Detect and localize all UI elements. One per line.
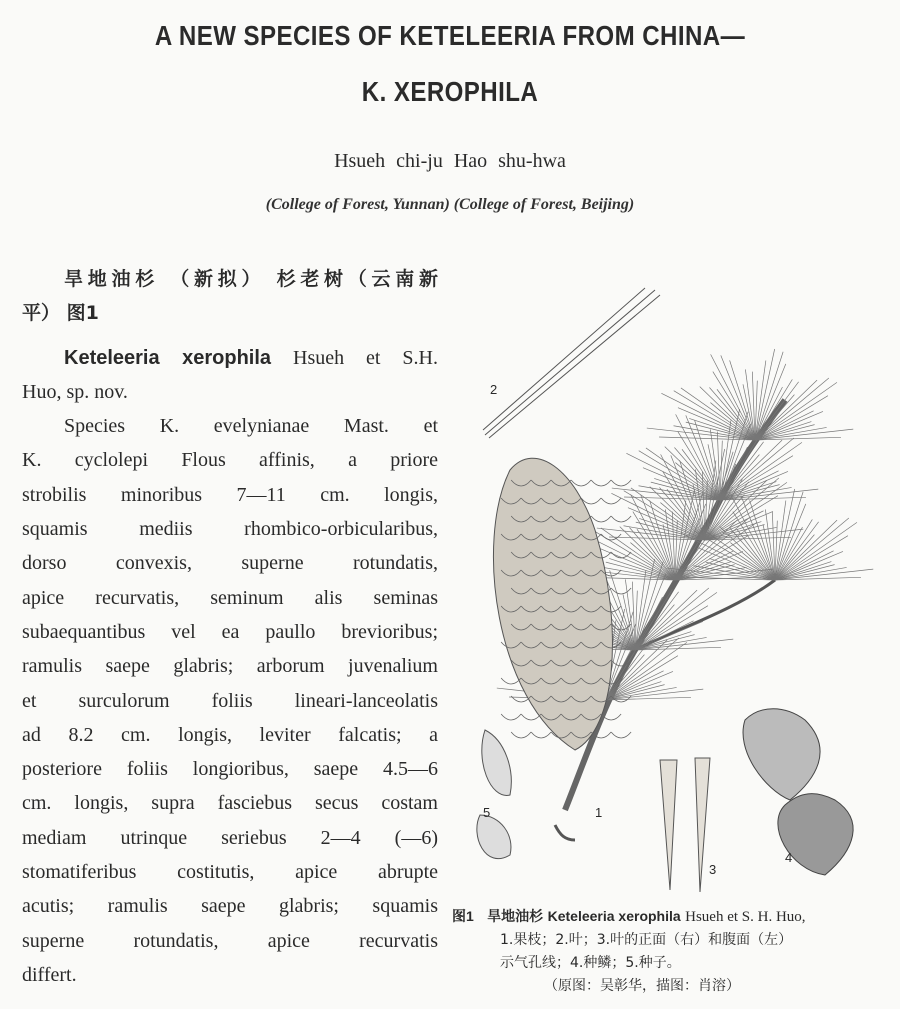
caption-line3: 示气孔线；4.种鳞；5.种子。: [500, 955, 681, 971]
body-line: ramulis saepe glabris; arborum juvenalium: [22, 655, 438, 678]
figure-label-4: 4: [785, 850, 793, 865]
figure-label-3: 3: [709, 862, 717, 877]
cone-scale: [591, 480, 611, 486]
keteleeria-drawing: [455, 280, 895, 900]
figure-label-1: 1: [595, 805, 603, 820]
body-line: ad 8.2 cm. longis, leviter falcatis; a: [22, 723, 438, 746]
body-line: differt.: [22, 963, 77, 986]
figure-number: 图1: [452, 908, 474, 924]
needle: [711, 354, 755, 440]
heading-cn-2: 平） 图1: [22, 302, 99, 325]
body-line: mediam utrinque seriebus 2—4 (—6): [22, 826, 438, 849]
needle: [731, 494, 775, 580]
body-line: cm. longis, supra fasciebus secus costam: [22, 792, 438, 815]
cone-scale: [591, 516, 611, 522]
species-author: Hsueh et S.H.: [271, 346, 438, 369]
paper-title-line1: A NEW SPECIES OF KETELEERIA FROM CHINA—: [154, 20, 746, 51]
needle: [775, 504, 806, 580]
body-line: squamis mediis rhombico-orbicularibus,: [22, 518, 438, 541]
needle: [721, 355, 755, 440]
caption-latin: Keteleeria xerophila: [547, 908, 681, 924]
figure-label-2: 2: [490, 382, 498, 397]
body-line: K. cyclolepi Flous affinis, a priore: [22, 449, 438, 472]
cone-scale: [611, 732, 631, 738]
cone-scale: [531, 732, 551, 738]
cone-scale: [501, 714, 521, 720]
body-line: stomatiferibus costitutis, apice abrupte: [22, 861, 438, 884]
cone-scale: [611, 516, 631, 522]
needle: [635, 592, 717, 650]
figure-label-5: 5: [483, 805, 491, 820]
species-line: [22, 341, 438, 375]
body-line: superne rotundatis, apice recurvatis: [22, 929, 438, 952]
paper-title-line2: K. XEROPHILA: [361, 76, 539, 107]
body-line: dorso convexis, superne rotundatis,: [22, 552, 438, 575]
needle: [705, 464, 736, 540]
needle: [605, 642, 687, 700]
figure-caption: [452, 905, 897, 998]
body-line: acutis; ramulis saepe glabris; squamis: [22, 895, 438, 918]
species-line-2: Huo, sp. nov.: [22, 380, 128, 403]
body-line: et surculorum foliis lineari-lanceolatis: [22, 689, 438, 712]
cone: [493, 458, 631, 750]
caption-line2: 1.果枝；2.叶；3.叶的正面（右）和腹面（左）: [500, 932, 793, 948]
needle: [646, 448, 720, 500]
caption-cn-name: 旱地油杉: [487, 909, 544, 925]
body-text: [22, 262, 438, 992]
needle: [641, 495, 675, 580]
body-line: strobilis minoribus 7—11 cm. longis,: [22, 483, 438, 506]
body-line: apice recurvatis, seminum alis seminas: [22, 586, 438, 609]
botanical-illustration: [455, 280, 895, 900]
body-line: subaequantibus vel ea paullo brevioribus;: [22, 620, 438, 643]
cone-scale: [611, 480, 631, 486]
body-line: posteriore foliis longioribus, saepe 4.5—6: [22, 758, 438, 781]
cone-scale: [601, 498, 621, 504]
species-name: Keteleeria xerophila: [64, 346, 272, 369]
caption-author: Hsueh et S. H. Huo,: [685, 909, 806, 925]
cone-scale: [511, 732, 531, 738]
needle: [661, 454, 705, 540]
affiliations: (College of Forest, Yunnan) (College of Forest, Beijing): [265, 196, 635, 213]
needle: [755, 382, 837, 440]
needle: [720, 442, 802, 500]
caption-credit: （原图：吴彰华，描图：肖溶）: [544, 978, 740, 994]
body-line: Species K. evelynianae Mast. et: [64, 415, 438, 438]
cone-scale: [571, 480, 591, 486]
needle: [681, 388, 755, 440]
cone-scale: [611, 588, 631, 594]
heading-cn: 旱地油杉 （新拟） 杉老树（云南新: [64, 268, 438, 290]
authors: Hsueh chi-ju Hao shu-hwa: [334, 150, 566, 172]
